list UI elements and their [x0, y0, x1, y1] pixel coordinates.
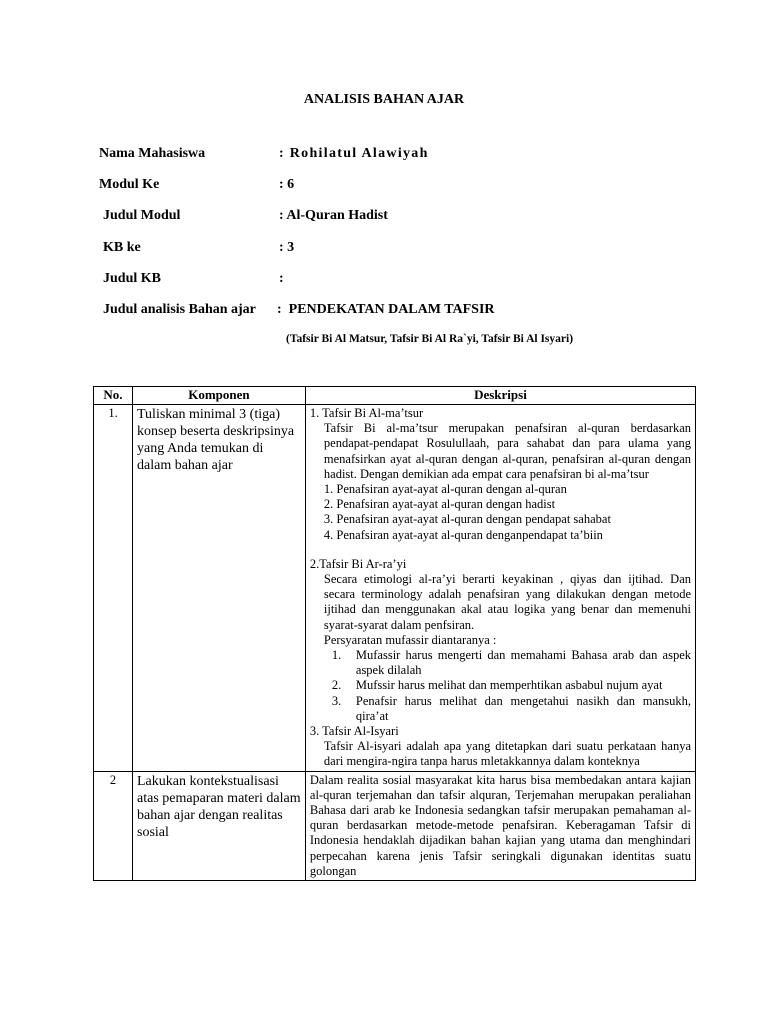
header-no: No.	[94, 387, 133, 405]
info-value-judul-modul: : Al-Quran Hadist	[279, 208, 388, 223]
row-deskripsi	[305, 405, 695, 772]
info-value-modul: : 6	[279, 177, 295, 192]
info-label-modul: Modul Ke	[99, 177, 160, 192]
section-text: Secara etimologi al-ra’yi berarti keyakinan , qiyas dan ijtihad. Dan secara terminology adalah penafsiran yang dilakukan dengan metode ijtihad dan menggunakan akal atau logika yang benar dan memenuhi syarat-syarat dalam penfsiran.	[323, 572, 691, 632]
section-text: Tafsir Bi al-ma’tsur merupakan penafsiran al-quran berdasarkan pendapat-pendapat Rosulullaah, para sahabat dan para ulama yang menafsirkan ayat al-quran dengan al-quran, penafsiran al-quran dengan hadist. Dengan demikian ada empat cara penafsiran bi al-ma’tsur	[323, 421, 691, 481]
table-header-row	[94, 387, 696, 405]
row-number: 1.	[94, 405, 133, 772]
analysis-table	[93, 386, 696, 881]
list-number: 2.	[331, 678, 342, 693]
list-item	[310, 678, 691, 693]
info-label-judul-modul: Judul Modul	[103, 208, 181, 223]
section-title: 1. Tafsir Bi Al-ma’tsur	[309, 406, 424, 420]
info-label-nama: Nama Mahasiswa	[99, 146, 206, 161]
list-item: 3. Penafsiran ayat-ayat al-quran dengan pendapat sahabat	[323, 512, 611, 527]
list-item	[310, 694, 691, 724]
section-title: 3. Tafsir Al-Isyari	[309, 724, 399, 739]
row-deskripsi: Dalam realita sosial masyarakat kita harus bisa membedakan antara kajian al-quran terjemahan dan tafsir alquran, Terjemahan merupakan peraliahan Bahasa dari arab ke Indonesia sedangkan tafsir merupakan pemahaman al-quran berdasarkan metode-metode penafsiran. Keberagaman Tafsir di Indonesia hendaklah dijadikan bahan kajian yang utama dan menghindari perpecahan karena jenis Tafsir seringkali digunakan identitas suatu golongan	[305, 771, 695, 880]
subtitle: (Tafsir Bi Al Matsur, Tafsir Bi Al Ra`yi, Tafsir Bi Al Isyari)	[286, 333, 574, 345]
info-label-judul-analisis: Judul analisis Bahan ajar	[103, 302, 256, 317]
list-number: 1.	[331, 648, 342, 663]
list-text: Mufassir harus mengerti dan memahami Bahasa arab dan aspek aspek dilalah	[355, 648, 691, 678]
table-row	[94, 405, 696, 772]
info-value-kb: : 3	[279, 240, 295, 255]
info-value-judul-analisis: : PENDEKATAN DALAM TAFSIR	[277, 302, 495, 317]
list-item: 4. Penafsiran ayat-ayat al-quran denganpendapat ta’biin	[323, 527, 603, 542]
section-text: Tafsir Al-isyari adalah apa yang ditetapkan dari suatu perkataan hanya dari mengira-ngira tanpa harus mletakkannya dalam konteknya	[323, 739, 691, 769]
document-title: ANALISIS BAHAN AJAR	[303, 92, 465, 107]
list-text: Penafsir harus melihat dan mengetahui nasikh dan mansukh, qira’at	[355, 693, 691, 723]
info-label-judul-kb: Judul KB	[103, 271, 161, 286]
row-komponen: Tuliskan minimal 3 (tiga) konsep beserta deskripsinya yang Anda temukan di dalam bahan ajar	[133, 405, 306, 772]
list-item	[310, 648, 691, 678]
table-row	[94, 771, 696, 880]
header-komponen: Komponen	[133, 387, 306, 405]
row-number: 2	[94, 771, 133, 880]
list-item: 1. Penafsiran ayat-ayat al-quran dengan al-quran	[323, 482, 567, 497]
info-value-judul-kb: :	[279, 271, 284, 286]
info-value-nama: : Rohilatul Alawiyah	[279, 146, 429, 161]
list-text: Mufssir harus melihat dan memperhtikan asbabul nujum ayat	[355, 678, 663, 693]
info-label-kb: KB ke	[103, 240, 141, 255]
list-number: 3.	[331, 693, 342, 708]
section-title: 2.Tafsir Bi Ar-ra’yi	[309, 556, 407, 571]
section-text: Persyaratan mufassir diantaranya :	[323, 632, 497, 647]
row-komponen: Lakukan kontekstualisasi atas pemaparan materi dalam bahan ajar dengan realitas sosial	[133, 771, 306, 880]
header-deskripsi: Deskripsi	[305, 387, 695, 405]
list-item: 2. Penafsiran ayat-ayat al-quran dengan hadist	[323, 497, 556, 512]
